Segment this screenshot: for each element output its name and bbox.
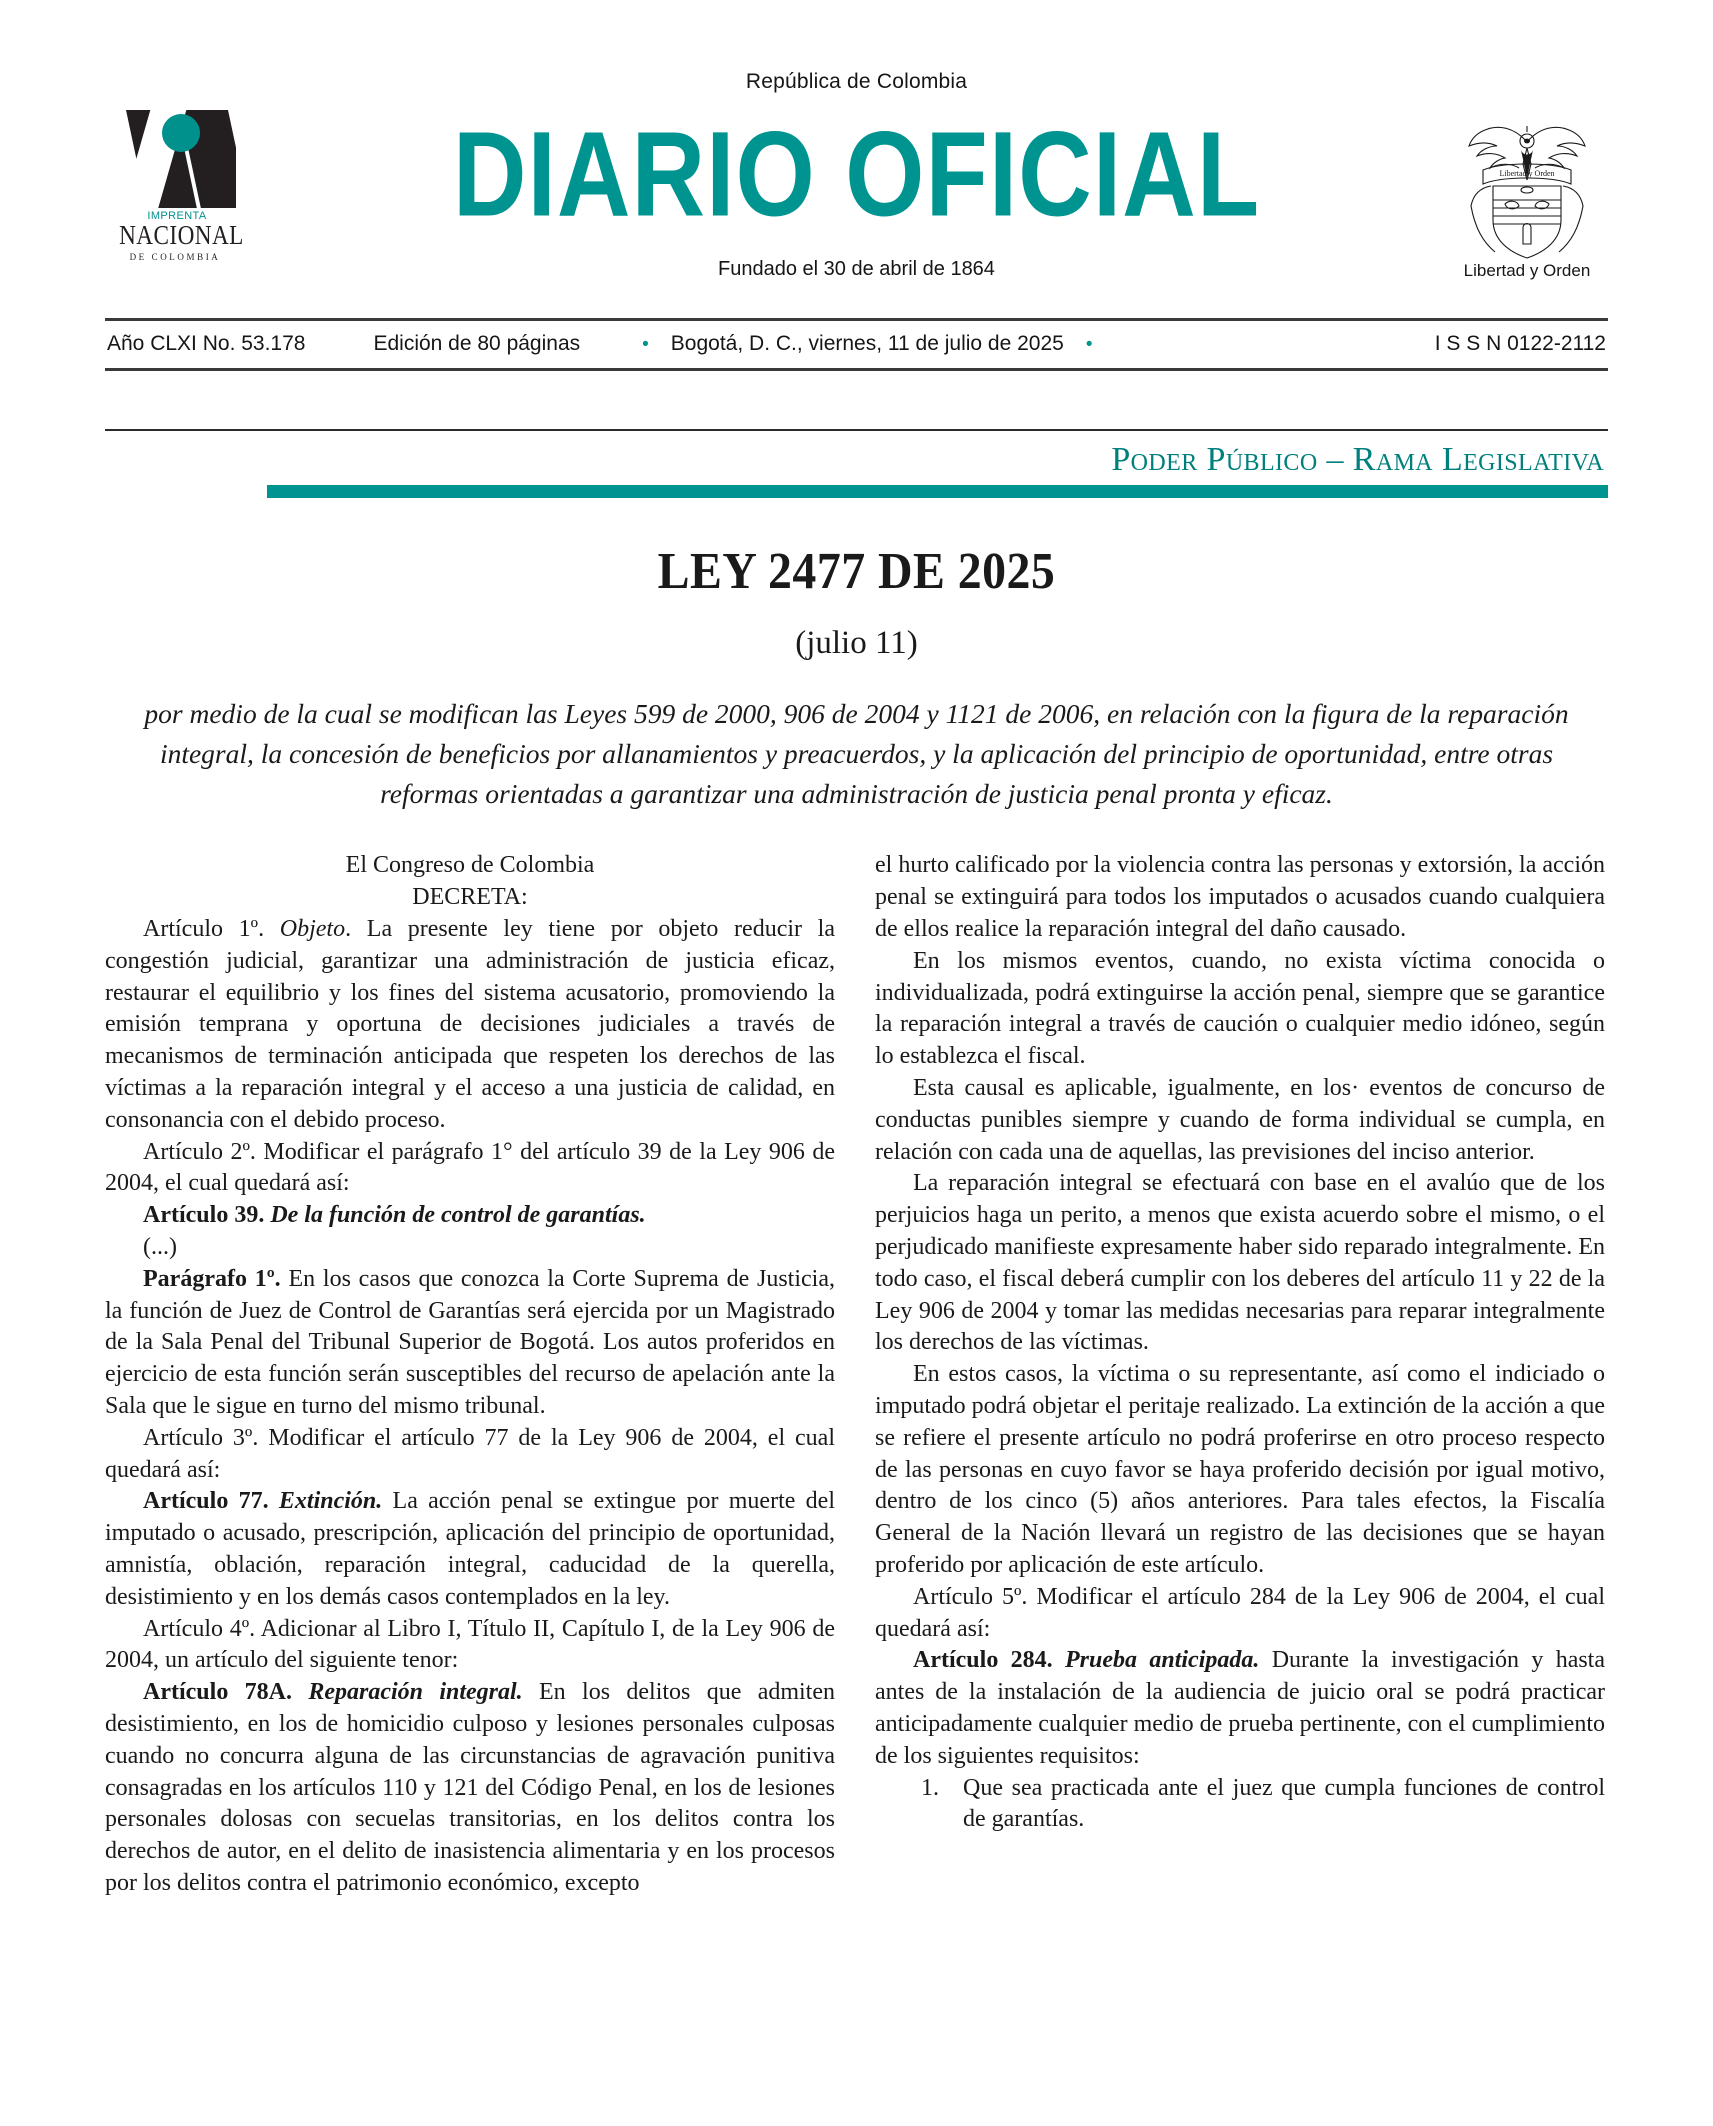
law-epigraph: por medio de la cual se modifican las Leyes 599 de 2000, 906 de 2004 y 1121 de 2006, en relación con la figura de la reparación integral, la concesión de beneficios por allanamientos y preacuerdos, y la aplicación del principio de oportunidad, entre otras reformas orientadas a garantizar una administración de justicia penal pronta y eficaz. — [144, 698, 1569, 810]
article-284-body: Durante la investigación y hasta antes de la instalación de la audiencia de juicio oral se podrá practicar anticipadamente cualquier medio de prueba pertinente, con el cumplimiento de los siguientes requisitos: — [875, 1647, 1606, 1769]
info-bar — [105, 321, 1608, 368]
article-1-label: Artículo 1º. — [143, 916, 280, 943]
right-paragraph-2: En los mismos eventos, cuando, no exista víctima conocida o individualizada, podrá extinguirse la acción penal, siempre que se garantice la reparación integral a través de caución o cualquier medio idóneo, según lo establezca el fiscal. — [875, 947, 1605, 1070]
section-title: Poder Público – Rama Legislativa — [1111, 441, 1604, 478]
article-77-body: La acción penal se extingue por muerte del imputado o acusado, prescripción, aplicación del principio de oportunidad, amnistía, oblación, reparación integral, caducidad de la querella, desistimiento y en los demás casos contemplados en la ley. — [105, 1488, 836, 1610]
right-column — [875, 850, 1605, 1899]
article-284-title: Prueba anticipada. — [1065, 1647, 1260, 1674]
right-paragraph-1: el hurto calificado por la violencia contra las personas y extorsión, la acción penal se extinguirá para todos los imputados o acusados cuando cualquiera de ellos realice la reparación integral del daño causado. — [875, 852, 1605, 943]
left-column — [105, 850, 835, 1899]
coat-of-arms-icon — [1461, 108, 1593, 260]
article-1-title: Objeto — [279, 916, 346, 943]
logo-imprenta-word: IMPRENTA — [147, 210, 207, 222]
logo-nacional-word: NACIONAL — [119, 220, 244, 250]
article-39-number: Artículo 39. — [143, 1202, 271, 1229]
body-columns — [105, 850, 1608, 1899]
article-78a-title: Reparación integral. — [308, 1679, 523, 1706]
article-77-paragraph — [105, 1486, 835, 1613]
paragrafo-1-paragraph — [105, 1264, 835, 1423]
bullet-separator-left-icon: • — [642, 333, 649, 355]
bullet-separator-right-icon: • — [1085, 333, 1093, 355]
year-issue: Año CLXI No. 53.178 — [107, 332, 306, 355]
info-bar-bottom-rule — [105, 368, 1608, 371]
list-item — [875, 1773, 1605, 1837]
article-77-number: Artículo 77. — [143, 1488, 279, 1515]
issn: I S S N 0122-2112 — [1434, 332, 1606, 355]
article-2-paragraph: Artículo 2º. Modificar el parágrafo 1° del artículo 39 de la Ley 906 de 2004, el cual quedará así: — [105, 1138, 835, 1197]
decreta-line: DECRETA: — [412, 884, 528, 911]
section-accent-bar — [267, 485, 1608, 498]
article-1-body: . La presente ley tiene por objeto reducir la congestión judicial, garantizar una administración de justicia eficaz, restaurar el equilibrio y los fines del sistema acusatorio, promoviendo la emisión temprana y oportuna de decisiones judiciales a través de mecanismos de terminación anticipada que respeten los derechos de las víctimas a la reparación integral y el acceso a una justicia de calidad, en consonancia con el debido proceso. — [105, 916, 835, 1133]
article-4-paragraph: Artículo 4º. Adicionar al Libro I, Título II, Capítulo I, de la Ley 906 de 2004, un artículo del siguiente tenor: — [105, 1615, 835, 1674]
right-paragraph-5: En estos casos, la víctima o su representante, así como el indiciado o imputado podrá objetar el peritaje realizado. La extinción de la acción a que se refiere el presente artículo no podrá proferirse en otro proceso respecto de las personas en cuyo favor se haya proferido decisión por igual motivo, dentro de los cinco (5) años anteriores. Para tales efectos, la Fiscalía General de la Nación llevará un registro de las decisiones que se hayan proferido por aplicación de este artículo. — [875, 1361, 1605, 1578]
paragrafo-1-label: Parágrafo 1º. — [143, 1265, 281, 1292]
article-78a-number: Artículo 78A. — [143, 1679, 309, 1706]
law-date: (julio 11) — [795, 625, 918, 661]
right-paragraph-3: Esta causal es aplicable, igualmente, en los· eventos de concurso de conductas punibles siempre y cuando de forma individual se cumpla, en relación con cada una de aquellas, las previsiones del inciso anterior. — [875, 1075, 1605, 1165]
edition-pages: Edición de 80 páginas — [373, 332, 581, 355]
logo-de-colombia-word: DE COLOMBIA — [129, 252, 221, 262]
paragrafo-1-body: En los casos que conozca la Corte Suprema de Justicia, la función de Juez de Control de Garantías será ejercida por un Magistrado de la Sala Penal del Tribunal Superior de Bogotá. Los autos proferidos en ejercicio de esta función serán susceptibles del recurso de apelación ante la Sala que le sigue en turno del mismo tribunal. — [105, 1265, 835, 1419]
article-39-title: De la función de control de garantías. — [270, 1202, 646, 1229]
article-77-title: Extinción. — [278, 1488, 383, 1515]
article-78a-body: En los delitos que admiten desistimiento, en los de homicidio culposo y lesiones personales culposas cuando no concurra alguna de las circunstancias de agravación punitiva consagradas en los artículos 110 y 121 del Código Penal, en los de lesiones personales dolosas con secuelas transitorias, en los delitos contra los derechos de autor, en el delito de inasistencia alimentaria y en los procesos por los delitos contra el patrimonio económico, excepto — [105, 1679, 836, 1896]
arms-caption: Libertad y Orden — [1463, 261, 1591, 280]
article-284-paragraph — [875, 1645, 1605, 1772]
section-heading-block — [105, 429, 1608, 498]
right-paragraph-4: La reparación integral se efectuará con base en el avalúo que de los perjuicios haga un perito, a menos que exista acuerdo sobre el mismo, o el perjudicado manifieste expresamente haber sido reparado integralmente. En todo caso, el fiscal deberá cumplir con los deberes del artículo 11 y 22 de la Ley 906 de 2004 y tomar las medidas necesarias para reparar integralmente los derechos de las víctimas. — [875, 1170, 1605, 1356]
list-item-number: 1. — [921, 1774, 939, 1801]
country-line: República de Colombia — [745, 70, 968, 93]
page-title: DIARIO OFICIAL — [452, 106, 1261, 242]
svg-text:Libertad y Orden: Libertad y Orden — [1499, 169, 1555, 178]
congress-line: El Congreso de Colombia — [345, 852, 595, 879]
article-39-heading — [105, 1200, 835, 1232]
ellipsis-line: (...) — [143, 1233, 177, 1260]
law-title: LEY 2477 DE 2025 — [657, 543, 1056, 600]
article-5-paragraph: Artículo 5º. Modificar el artículo 284 de la Ley 906 de 2004, el cual quedará así: — [875, 1583, 1605, 1642]
founded-line: Fundado el 30 de abril de 1864 — [718, 258, 995, 280]
list-item-text: Que sea practicada ante el juez que cumpla funciones de control de garantías. — [963, 1774, 1605, 1833]
masthead — [105, 108, 1608, 278]
article-284-number: Artículo 284. — [913, 1647, 1066, 1674]
place-and-date: Bogotá, D. C., viernes, 11 de julio de 2025 — [670, 332, 1064, 355]
article-3-paragraph: Artículo 3º. Modificar el artículo 77 de la Ley 906 de 2004, el cual quedará así: — [105, 1424, 835, 1483]
coat-of-arms — [1452, 108, 1602, 281]
article-78a-paragraph — [105, 1677, 835, 1900]
article-1-paragraph — [105, 914, 835, 1137]
